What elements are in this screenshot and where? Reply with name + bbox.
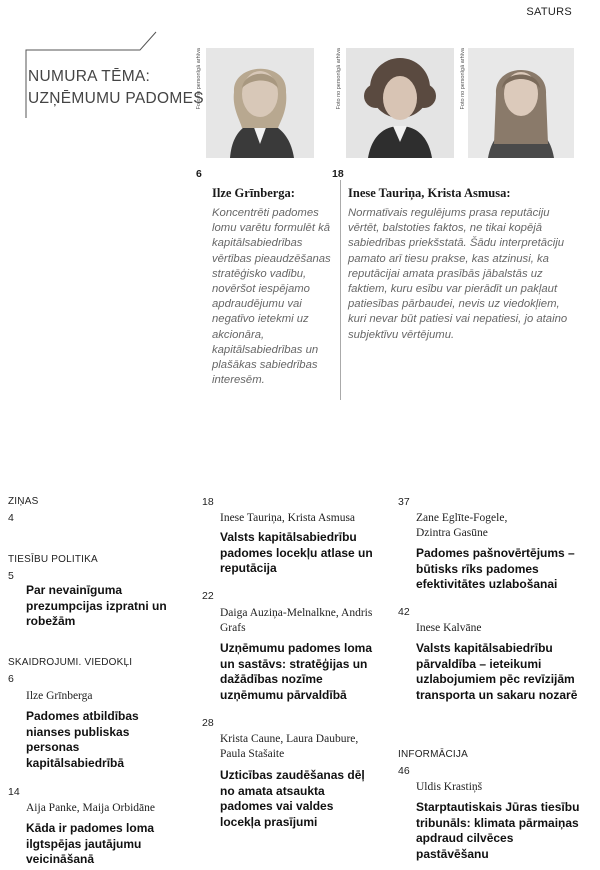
toc-article-title[interactable]: Kāda ir padomes loma ilgtspējas jautājumu veicināšanā bbox=[26, 821, 155, 866]
portrait-photo-image bbox=[468, 48, 574, 158]
toc-author: Uldis Krastiņš bbox=[416, 781, 483, 793]
portrait-photo-image bbox=[206, 48, 314, 158]
toc-section-heading: SKAIDROJUMI. VIEDOKĻI bbox=[8, 657, 133, 668]
toc-author: Inese Tauriņa, Krista Asmusa bbox=[220, 512, 356, 524]
photo-credit: Foto no personīgā arhīva bbox=[336, 48, 342, 110]
toc-section-heading: INFORMĀCIJA bbox=[398, 749, 468, 760]
toc-author: Daiga Auziņa-Melnalkne, Andris Grafs bbox=[220, 607, 373, 634]
portrait-photo bbox=[346, 48, 454, 158]
photo-credit-2-wrap bbox=[336, 48, 342, 109]
toc-page-number: 6 bbox=[8, 673, 14, 685]
toc-section-heading: TIESĪBU POLITIKA bbox=[8, 554, 98, 565]
toc-author: Inese Kalvāne bbox=[416, 622, 482, 634]
portrait-photo bbox=[206, 48, 314, 158]
toc-author: Krista Caune, Laura Daubure, Paula Stašaite bbox=[220, 733, 359, 760]
toc-page-number: 42 bbox=[398, 606, 410, 618]
portrait-photo-image bbox=[346, 48, 454, 158]
photo-credit: Foto no personīgā arhīva bbox=[196, 48, 202, 110]
toc-article-title[interactable]: Uzņēmumu padomes loma un sastāvs: stratēģijas un dažādības nozīme uzņēmumu pārvaldībā bbox=[220, 641, 373, 702]
toc-page-number: 18 bbox=[202, 496, 214, 508]
photo-credit: Foto no personīgā arhīva bbox=[460, 48, 466, 110]
toc-author: Zane Eglīte-Fogele, Dzintra Gasūne bbox=[416, 512, 508, 539]
theme-title bbox=[28, 66, 204, 110]
theme-title-line1: NUMURA TĒMA: bbox=[28, 68, 151, 85]
toc-article-title[interactable]: Par nevainīguma prezumpcijas izpratni un robežām bbox=[26, 583, 167, 628]
toc-page-number: 14 bbox=[8, 786, 20, 798]
feature-quote: Normatīvais regulējums prasa reputāciju vērtēt, balstoties faktos, ne tikai kopējā sabiedrības priekšstatā. Šādu interpretāciju pamato arī tiesu prakse, kas atzinusi, ka reputācijai amata prasībās jābalstās uz faktiem, kuru esību var pierādīt un pakļaut patiesības pārbaudei, nevis uz viedokļiem, kuri nevar būt patiesi vai nepatiesi, jo ataino subjektīvu vērtējumu. bbox=[348, 207, 568, 341]
section-label: SATURS bbox=[526, 6, 572, 18]
feature-author-name: Inese Tauriņa, Krista Asmusa: bbox=[348, 186, 511, 200]
photo-credit-1-wrap bbox=[196, 48, 202, 109]
portrait-photo bbox=[468, 48, 574, 158]
toc-article-title[interactable]: Valsts kapitālsabiedrību pārvaldība – ieteikumi uzlabojumiem pēc revīzijām transporta un sakaru nozarē bbox=[416, 641, 578, 702]
toc-page-number: 5 bbox=[8, 570, 14, 582]
toc-article-title[interactable]: Uzticības zaudēšanas dēļ no amata atsaukta padomes vai valdes locekļa prasījumi bbox=[220, 768, 365, 829]
toc-page-number: 22 bbox=[202, 590, 214, 602]
toc-article-title[interactable]: Padomes atbildības nianses publiskas personas kapitālsabiedrībā bbox=[26, 709, 139, 770]
toc-page-number: 46 bbox=[398, 765, 410, 777]
toc-page-number: 4 bbox=[8, 512, 14, 524]
toc-article-title[interactable]: Valsts kapitālsabiedrību padomes locekļu atlase un reputācija bbox=[220, 530, 373, 575]
column-divider bbox=[340, 180, 341, 400]
toc-page-number: 37 bbox=[398, 496, 410, 508]
feature-page-number: 6 bbox=[196, 168, 202, 180]
toc-page-number: 28 bbox=[202, 717, 214, 729]
toc-author: Ilze Grīnberga bbox=[26, 690, 93, 702]
feature-page-number: 18 bbox=[332, 168, 344, 180]
photo-credit-3-wrap bbox=[460, 48, 466, 109]
toc-section-heading: ZIŅAS bbox=[8, 496, 39, 507]
toc-article-title[interactable]: Padomes pašnovērtējums – būtisks rīks padomes efektivitātes uzlabošanai bbox=[416, 546, 575, 591]
theme-title-line2: UZŅĒMUMU PADOMES bbox=[28, 90, 204, 107]
toc-author: Aija Panke, Maija Orbidāne bbox=[26, 802, 156, 814]
toc-article-title[interactable]: Starptautiskais Jūras tiesību tribunāls: klimata pārmaiņas apdraud cilvēces pastāvēšanu bbox=[416, 800, 580, 861]
feature-quote: Koncentrēti padomes lomu varētu formulēt kā kapitālsabiedrības vērtības pieaudzēšanas stratēģisko vadību, novēršot iespējamo apdraudējumu vai negatīvo ietekmi uz akcionāra, kapitālsabiedrības un plašākas sabiedrības interesēm. bbox=[212, 207, 331, 387]
feature-author-name: Ilze Grīnberga: bbox=[212, 186, 295, 200]
